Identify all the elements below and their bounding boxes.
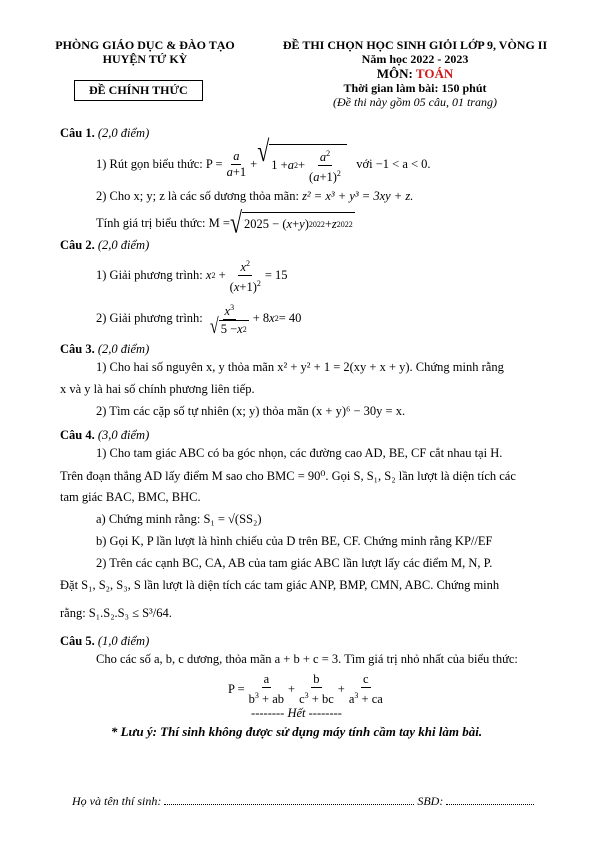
q4-line1: 1) Cho tam giác ABC có ba góc nhọn, các đường cao AD, BE, CF cắt nhau tại H.: [96, 446, 503, 460]
end-marker: -------- Hết --------: [251, 706, 342, 720]
name-label: Họ và tên thí sinh:: [72, 794, 162, 808]
calculator-note: * Lưu ý: Thí sinh không được sử dụng máy tính cầm tay khi làm bài.: [110, 724, 483, 739]
q4-line5: b) Gọi K, P lần lượt là hình chiếu của D trên BE, CF. Chứng minh rằng KP//EF: [96, 534, 493, 548]
q2-part2: 2) Giải phương trình: $x^3$ √ 5 − x 2 + 8 x 2 = 40: [96, 300, 301, 337]
school-year: Năm học 2022 - 2023: [361, 52, 469, 66]
exam-title: ĐỀ THI CHỌN HỌC SINH GIỎI LỚP 9, VÒNG II: [282, 38, 548, 52]
sbd-field[interactable]: [446, 804, 534, 805]
q1-part1: 1) Rút gọn biểu thức: P = $\frac{a}{a+1}$ + √ 1 + a 2 + $\frac{a^2}{(a+1)^2}$ với −1 < a < 0.: [96, 134, 431, 185]
q3-part1-a: 1) Cho hai số nguyên x, y thỏa mãn x² + y² + 1 = 2(xy + x + y). Chứng minh rằng: [96, 360, 504, 374]
q4-line2: Trên đoạn thẳng AD lấy điểm M sao cho BMC = 90⁰. Gọi S, S₁, S₂ lần lượt là diện tích các: [60, 469, 516, 483]
q4-line3: tam giác BAC, BMC, BHC.: [60, 490, 201, 504]
q1-part2: 2) Cho x; y; z là các số dương thỏa mãn: z² = x³ + y³ = 3xy + z.: [96, 189, 414, 203]
time-limit: Thời gian làm bài: 150 phút: [343, 81, 487, 95]
q5-line1: Cho các số a, b, c dương, thỏa mãn a + b + c = 3. Tìm giá trị nhỏ nhất của biểu thức:: [96, 652, 518, 666]
sbd-label: SBD:: [417, 794, 444, 808]
district-name: HUYỆN TỨ KỲ: [102, 52, 188, 66]
q4-heading: Câu 4. (3,0 điểm): [60, 428, 150, 442]
q4-line7: Đặt S₁, S₂, S₃, S lần lượt là diện tích các tam giác ANP, BMP, CMN, ABC. Chứng minh: [60, 578, 500, 592]
q3-part2: 2) Tìm các cặp số tự nhiên (x; y) thỏa mãn (x + y)⁶ − 30y = x.: [96, 404, 406, 418]
q5-heading: Câu 5. (1,0 điểm): [60, 634, 150, 648]
q4-line6: 2) Trên các cạnh BC, CA, AB của tam giác ABC lần lượt lấy các điểm M, N, P.: [96, 556, 493, 570]
q2-part1: 1) Giải phương trình: x 2 + $\frac{x^2}{(x+1)^2}$ = 15: [96, 256, 288, 295]
page-note: (Đề thi này gồm 05 câu, 01 trang): [333, 95, 497, 109]
q3-heading: Câu 3. (2,0 điểm): [60, 342, 150, 356]
q4-line8: rằng: S₁.S₂.S₃ ≤ S³/64.: [60, 606, 172, 620]
q2-heading: Câu 2. (2,0 điểm): [60, 238, 150, 252]
q5-expression: P = $\frac{a}{b^3 + ab}$ + $\frac{b}{c^3 + bc}$ + $\frac{c}{a^3 + ca}$: [228, 672, 383, 707]
official-badge: ĐỀ CHÍNH THỨC: [74, 80, 203, 101]
subject-name: TOÁN: [415, 66, 454, 81]
subject-label: MÔN:: [376, 66, 413, 81]
name-field[interactable]: [164, 804, 414, 805]
candidate-info: [72, 794, 534, 809]
department-name: PHÒNG GIÁO DỤC & ĐÀO TẠO: [55, 38, 235, 52]
q1-part3: Tính giá trị biểu thức: M = √ 2025 − ( x + y ) 2022 + z 2022: [96, 205, 353, 240]
subject-line: [255, 66, 575, 82]
q1-heading: Câu 1. (2,0 điểm): [60, 126, 150, 140]
q3-part1-b: x và y là hai số chính phương liên tiếp.: [60, 382, 255, 396]
q4-line4: a) Chứng minh rằng: S₁ = √(SS₂): [96, 512, 262, 526]
